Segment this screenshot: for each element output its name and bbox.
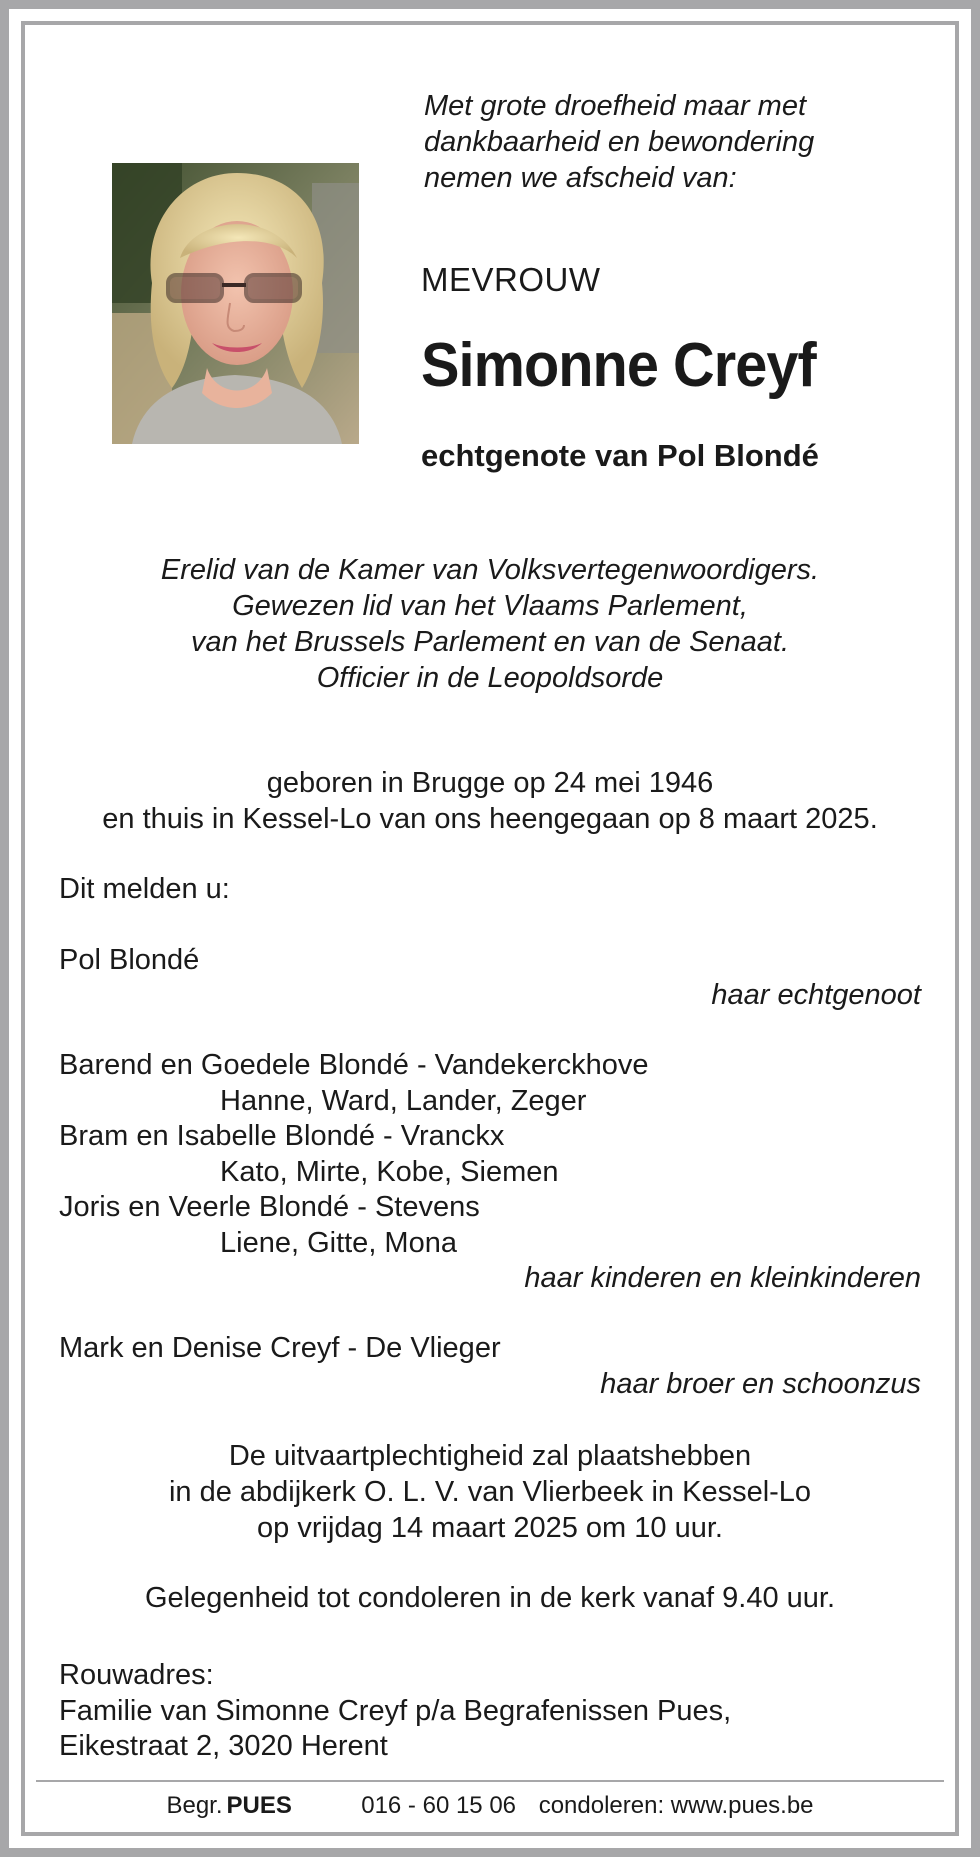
footer-prefix: Begr. (166, 1792, 223, 1819)
honor-line: Gewezen lid van het Vlaams Parlement, (232, 590, 748, 622)
title-mevrouw: MEVROUW (421, 261, 601, 298)
address-label: Rouwadres: (59, 1659, 214, 1691)
intro-text (424, 88, 814, 196)
birth-line: geboren in Brugge op 24 mei 1946 (266, 767, 714, 799)
grandchildren: Hanne, Ward, Lander, Zeger (220, 1085, 587, 1117)
funeral-line: in de abdijkerk O. L. V. van Vlierbeek in Kessel-Lo (168, 1476, 812, 1508)
footer-company: PUES (226, 1792, 292, 1819)
condolence-text: Gelegenheid tot condoleren in de kerk vanaf 9.40 uur. (144, 1582, 836, 1614)
sibling-role: haar broer en schoonzus (600, 1368, 921, 1400)
spouse-name: Pol Blondé (59, 944, 200, 976)
honors-block (30, 552, 950, 696)
funeral-block (30, 1438, 950, 1546)
spouse-role: haar echtgenoot (711, 979, 921, 1011)
dates-block (30, 765, 950, 837)
funeral-line: De uitvaartplechtigheid zal plaatshebben (228, 1440, 752, 1472)
grandchildren: Liene, Gitte, Mona (220, 1227, 457, 1259)
funeral-line: op vrijdag 14 maart 2025 om 10 uur. (257, 1512, 723, 1544)
spouse-relation: echtgenote van Pol Blondé (421, 438, 819, 473)
grandchildren: Kato, Mirte, Kobe, Siemen (220, 1156, 559, 1188)
honor-line: Erelid van de Kamer van Volksvertegenwoordigers. (160, 554, 820, 586)
honor-line: Officier in de Leopoldsorde (316, 662, 664, 694)
sibling-name: Mark en Denise Creyf - De Vlieger (59, 1332, 501, 1364)
intro-line: Met grote droefheid maar met (424, 90, 807, 122)
address-line: Eikestraat 2, 3020 Herent (59, 1730, 388, 1762)
child-couple: Barend en Goedele Blondé - Vandekerckhove (59, 1049, 649, 1081)
intro-line: nemen we afscheid van: (424, 162, 737, 194)
child-couple: Bram en Isabelle Blondé - Vranckx (59, 1120, 505, 1152)
honor-line: van het Brussels Parlement en van de Senaat. (190, 626, 790, 658)
address-line: Familie van Simonne Creyf p/a Begrafenissen Pues, (59, 1695, 732, 1727)
child-couple: Joris en Veerle Blondé - Stevens (59, 1191, 480, 1223)
portrait-photo (112, 163, 359, 444)
children-role: haar kinderen en kleinkinderen (524, 1262, 921, 1294)
footer-condole-link[interactable]: condoleren: www.pues.be (538, 1792, 814, 1819)
announce-text: Dit melden u: (59, 873, 230, 905)
footer-divider (36, 1780, 944, 1782)
deceased-name: Simonne Creyf (421, 331, 816, 400)
footer (30, 1790, 950, 1822)
footer-phone: 016 - 60 15 06 (361, 1792, 517, 1819)
intro-line: dankbaarheid en bewondering (424, 126, 815, 158)
death-line: en thuis in Kessel-Lo van ons heengegaan op 8 maart 2025. (102, 803, 878, 835)
